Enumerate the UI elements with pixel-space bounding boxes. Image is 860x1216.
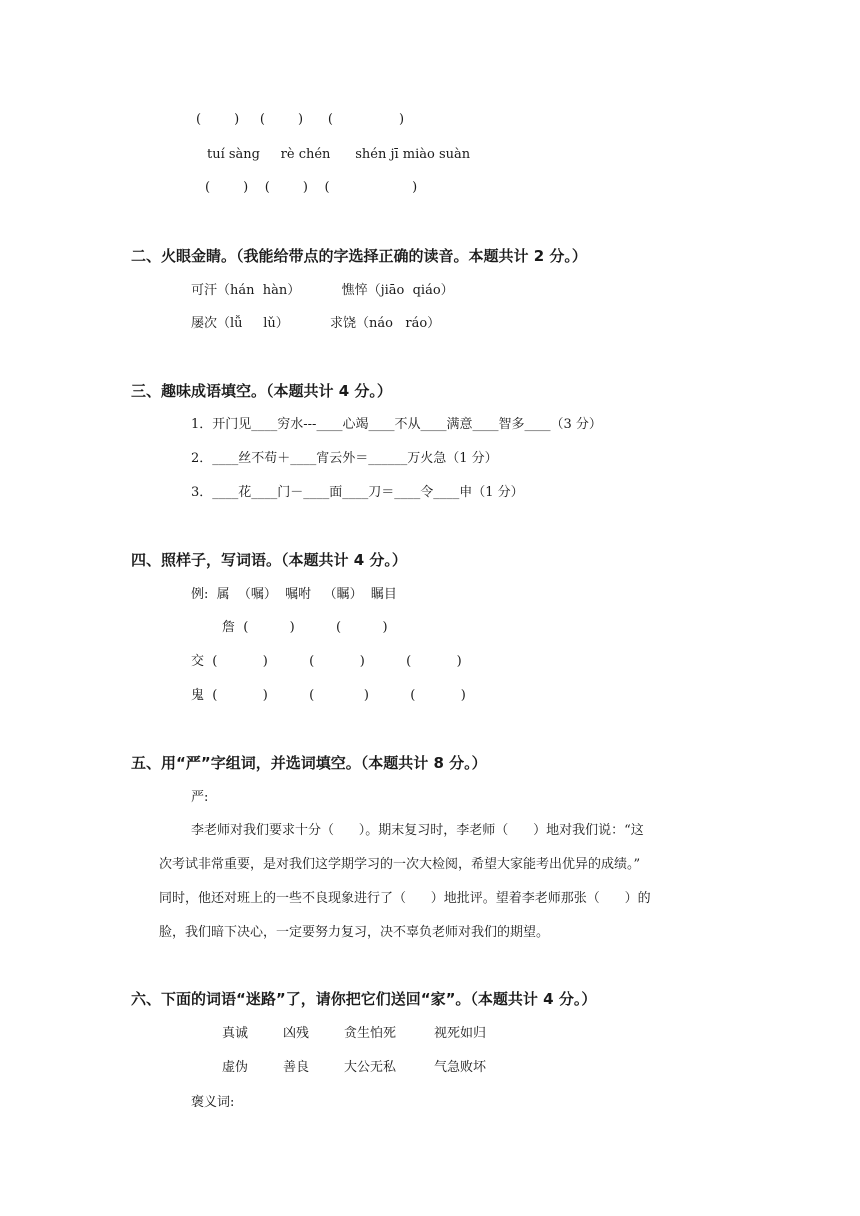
s5-paragraph-line-4: 脸，我们暗下决心，一定要努力复习，决不辜负老师对我们的期望。 — [159, 925, 550, 940]
s5-paragraph-line-3: 同时，他还对班上的一些不良现象进行了（ ）地批评。望着李老师那张（ ）的 — [159, 891, 651, 906]
s3-line-1: 1．开门见____穷水---____心竭____不从____满意____智多____（3 分） — [191, 417, 602, 432]
s6-word: 视死如归 — [434, 1026, 487, 1041]
section-2-title: 二、火眼金睛。（我能给带点的字选择正确的读音。本题共计 2 分。） — [131, 247, 587, 265]
s5-paragraph-line-1: 李老师对我们要求十分（ ）。期末复习时，李老师（ ）地对我们说：“这 — [191, 823, 644, 838]
s4-line-2: 交 ( ) ( ) ( ) — [191, 654, 462, 669]
s4-example: 例: 属 （嘱） 嘱咐 （瞩） 瞩目 — [191, 587, 397, 602]
s4-line-3: 鬼 ( ) ( ) ( ) — [191, 688, 466, 703]
s4-line-1: 詹 ( ) ( ) — [222, 620, 388, 635]
s3-line-3: 3．____花____门－____面____刀＝____令____申（1 分） — [191, 485, 524, 500]
s2-line-2: 屡次（lǚ lǔ） 求饶（náo ráo） — [191, 316, 441, 331]
s6-word: 凶残 — [283, 1026, 310, 1041]
s6-word: 大公无私 — [344, 1060, 397, 1075]
s6-commendatory-label: 褒义词: — [191, 1095, 235, 1110]
pinyin-brackets-row3: ( ) ( ) ( ) — [205, 180, 418, 195]
s6-word: 贪生怕死 — [344, 1026, 397, 1041]
s5-paragraph-line-2: 次考试非常重要，是对我们这学期学习的一次大检阅，希望大家能考出优异的成绩。” — [159, 857, 641, 872]
section-6-title: 六、下面的词语“迷路”了，请你把它们送回“家”。（本题共计 4 分。） — [131, 990, 597, 1008]
s6-word: 真诚 — [222, 1026, 249, 1041]
section-5-title: 五、用“严”字组词，并选词填空。（本题共计 8 分。） — [131, 754, 487, 772]
s6-word: 善良 — [283, 1060, 310, 1075]
s6-word: 虚伪 — [222, 1060, 249, 1075]
s6-word: 气急败坏 — [434, 1060, 487, 1075]
s2-line-1: 可汗（hán hàn） 憔悴（jiāo qiáo） — [191, 283, 454, 298]
section-4-title: 四、照样子，写词语。（本题共计 4 分。） — [131, 551, 407, 569]
pinyin-brackets-row1: ( ) ( ) ( ) — [196, 112, 405, 127]
section-3-title: 三、趣味成语填空。（本题共计 4 分。） — [131, 382, 392, 400]
pinyin-row: tuí sàng rè chén shén jī miào suàn — [207, 147, 471, 162]
s5-label: 严: — [191, 790, 209, 805]
s3-line-2: 2．____丝不苟＋____宵云外＝______万火急（1 分） — [191, 451, 498, 466]
